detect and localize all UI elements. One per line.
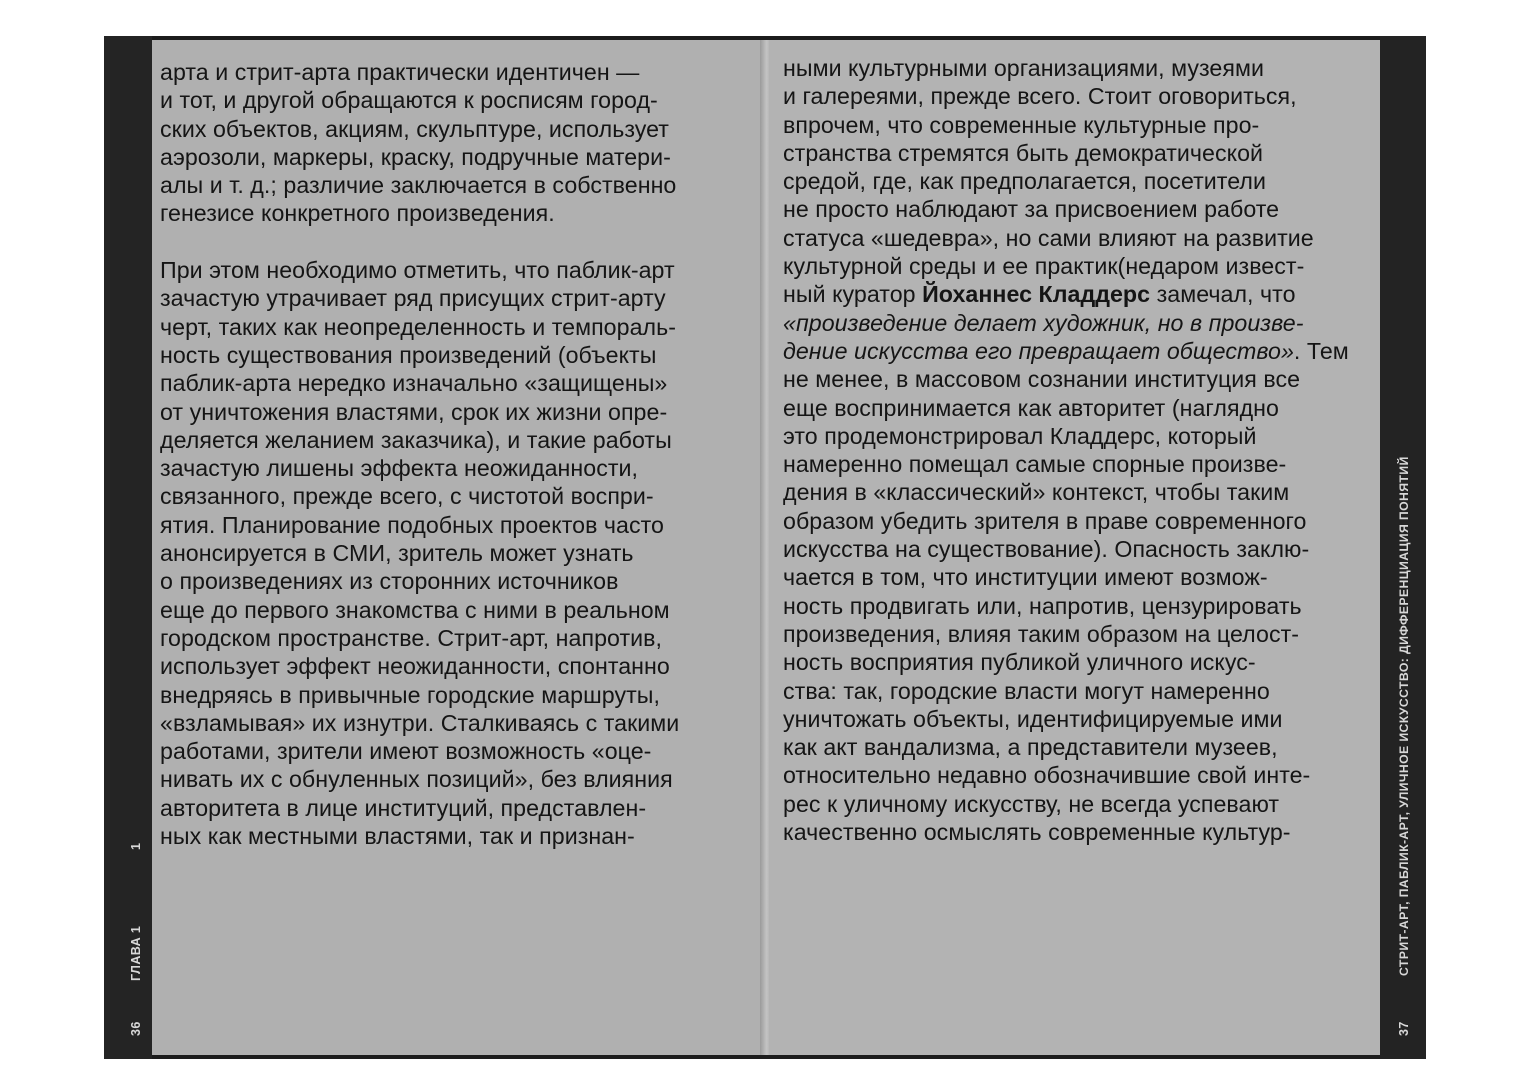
text-line: намеренно помещал самые спорные произве-: [783, 451, 1287, 478]
text-line: искусства на существование). Опасность заклю-: [783, 536, 1310, 563]
text-line: качественно осмыслять современные культур-: [783, 819, 1291, 846]
text-line: о произведениях из сторонних источников: [160, 568, 619, 595]
text-line: «взламывая» их изнутри. Сталкиваясь с такими: [160, 709, 680, 736]
left-paragraph-2: [160, 256, 679, 850]
right-margin-strip: [1380, 36, 1426, 1059]
text-line: зачастую лишены эффекта неожиданности,: [160, 455, 639, 482]
text-line: дения в «классический» контекст, чтобы таким: [783, 479, 1290, 506]
author-line: [783, 280, 1349, 308]
author-name: Йоханнес Кладдерс: [922, 281, 1151, 308]
text-line: зачастую утрачивает ряд присущих стрит-арту: [160, 285, 666, 312]
text-line: средой, где, как предполагается, посетители: [783, 168, 1266, 195]
text-line: аэрозоли, маркеры, краску, подручные матери-: [160, 143, 671, 170]
text-line: и тот, и другой обращаются к росписям город-: [160, 87, 658, 114]
text-line: использует эффект неожиданности, спонтанно: [160, 653, 670, 680]
text-line: культурной среды и ее практик(недаром извест-: [783, 253, 1305, 280]
text-line: арта и стрит-арта практически идентичен —: [160, 59, 640, 85]
right-page-body: [783, 54, 1349, 846]
text-line: ских объектов, акциям, скульптуре, использует: [160, 115, 669, 142]
chapter-number: 1: [129, 842, 143, 850]
left-paragraph-1: [160, 58, 679, 228]
left-page: [152, 40, 764, 1055]
right-lines-before-author: [783, 54, 1349, 280]
author-line-prefix: ный куратор: [783, 281, 923, 308]
text-line: не просто наблюдают за присвоением работе: [783, 196, 1280, 223]
text-line: чается в том, что институции имеют возмож-: [783, 564, 1268, 591]
quote-line-2-text: дение искусства его превращает общество»: [783, 337, 1294, 364]
running-title: СТРИТ-АРТ, ПАБЛИК-АРТ, УЛИЧНОЕ ИСКУССТВО: ДИФФЕРЕНЦИАЦИЯ ПОНЯТИЙ: [1397, 456, 1411, 976]
text-line: впрочем, что современные культурные про-: [783, 111, 1260, 138]
right-page-number: 37: [1397, 1021, 1411, 1036]
text-line: нивать их с обнуленных позиций», без влияния: [160, 766, 673, 793]
chapter-label: ГЛАВА 1: [129, 925, 143, 981]
text-line: генезисе конкретного произведения.: [160, 200, 555, 227]
book-spread: [104, 36, 1426, 1059]
quote-line-2-suffix: . Тем: [1293, 337, 1349, 364]
text-line: странства стремятся быть демократической: [783, 139, 1264, 166]
text-line: работами, зрители имеют возможность «оце-: [160, 738, 652, 765]
text-line: еще воспринимается как авторитет (наглядно: [783, 394, 1279, 421]
text-line: еще до первого знакомства с ними в реальном: [160, 596, 670, 623]
text-line: деляется желанием заказчика), и такие работы: [160, 426, 672, 453]
text-line: уничтожать объекты, идентифицируемые ими: [783, 705, 1283, 732]
text-line: как акт вандализма, а представители музеев,: [783, 734, 1278, 761]
text-line: анонсируется в СМИ, зритель может узнать: [160, 540, 634, 567]
left-margin-strip: [104, 36, 152, 1059]
text-line: ства: так, городские власти могут намеренно: [783, 677, 1270, 704]
text-line: образом убедить зрителя в праве современного: [783, 507, 1307, 534]
text-line: черт, таких как неопределенность и темпораль-: [160, 313, 676, 340]
text-line: алы и т. д.; различие заключается в собственно: [160, 172, 677, 199]
text-line: от уничтожения властями, срок их жизни опре-: [160, 398, 668, 425]
text-line: ными культурными организациями, музеями: [783, 55, 1264, 81]
quote-line-2: [783, 337, 1349, 365]
text-line: ных как местными властями, так и признан-: [160, 823, 635, 850]
text-line: связанного, прежде всего, с чистотой воспри-: [160, 483, 654, 510]
text-line: ность восприятия публикой уличного искус-: [783, 649, 1256, 676]
text-line: статуса «шедевра», но сами влияют на развитие: [783, 224, 1314, 251]
text-line: ность существования произведений (объекты: [160, 341, 657, 368]
author-line-suffix: замечал, что: [1150, 281, 1296, 308]
text-line: это продемонстрировал Кладдерс, который: [783, 422, 1257, 449]
right-page: [769, 40, 1380, 1055]
text-line: городском пространстве. Стрит-арт, напротив,: [160, 624, 662, 651]
left-page-number: 36: [129, 1021, 143, 1036]
left-page-body: [160, 58, 679, 850]
quote-line-1: «произведение делает художник, но в произве-: [783, 309, 1304, 336]
text-line: и галереями, прежде всего. Стоит оговориться,: [783, 83, 1297, 110]
text-line: не менее, в массовом сознании институция все: [783, 366, 1301, 393]
text-line: ность продвигать или, напротив, цензурировать: [783, 592, 1302, 619]
text-line: внедряясь в привычные городские маршруты,: [160, 681, 660, 708]
text-line: рес к уличному искусству, не всегда успевают: [783, 790, 1280, 817]
text-line: ятия. Планирование подобных проектов часто: [160, 511, 665, 538]
text-line: паблик-арта нередко изначально «защищены»: [160, 370, 668, 397]
text-line: относительно недавно обозначившие свой инте-: [783, 762, 1311, 789]
text-line: произведения, влияя таким образом на целост-: [783, 620, 1300, 647]
text-line: При этом необходимо отметить, что паблик-арт: [160, 257, 675, 284]
right-lines-after-quote: [783, 365, 1349, 846]
text-line: авторитета в лице институций, представлен-: [160, 794, 647, 821]
